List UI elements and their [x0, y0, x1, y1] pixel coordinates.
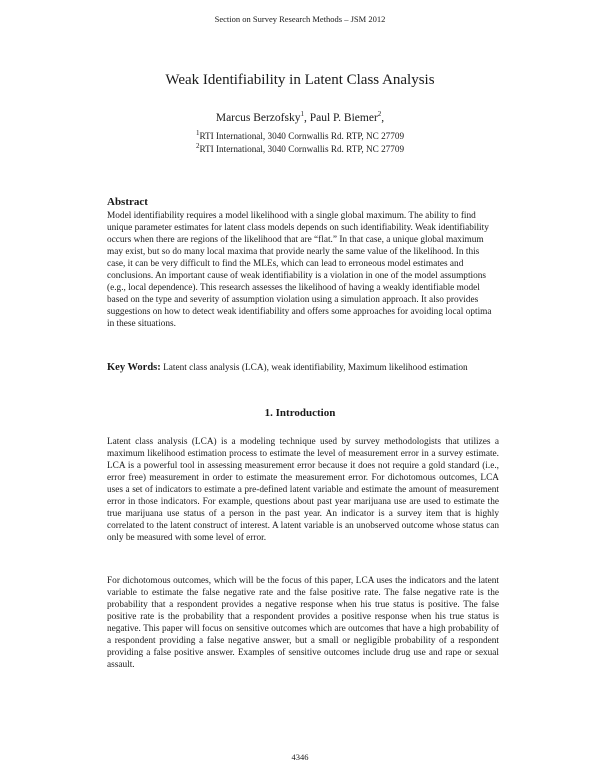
- author-name: Marcus Berzofsky: [215, 112, 301, 124]
- affiliation-text: RTI International, 3040 Cornwallis Rd. RTP, NC 27709: [199, 131, 405, 141]
- section-heading-introduction: 1. Introduction: [264, 407, 336, 419]
- affiliation-1: [0, 128, 600, 141]
- abstract-heading: Abstract: [107, 196, 148, 208]
- page-number: 4346: [291, 752, 309, 762]
- paragraph: For dichotomous outcomes, which will be the focus of this paper, LCA uses the indicators and the latent variable to estimate the false negative rate and the false positive rate. The false negative rate is the probability that a respondent provides a negative response when his true status is positive. The false positive rate is the probability that a respondent provides a positive response when his true status is negative. This paper will focus on sensitive outcomes which are outcomes that have a high probability of a respondent providing a false negative answer, but a small or negligible probability of a respondent providing a false positive answer. Examples of sensitive outcomes include drug use and rape or sexual assault.: [107, 576, 499, 671]
- paper-title: Weak Identifiability in Latent Class Analysis: [165, 72, 435, 88]
- affiliation-2: [0, 141, 600, 154]
- affiliation-marker: 1: [300, 110, 304, 119]
- author-line: [0, 112, 600, 124]
- keywords-label: Key Words:: [107, 362, 161, 373]
- author-separator: ,: [303, 112, 310, 124]
- keywords-text: Latent class analysis (LCA), weak identifiability, Maximum likelihood estimation: [160, 363, 468, 373]
- running-header: Section on Survey Research Methods – JSM 2012: [214, 14, 386, 24]
- affiliation-marker: 2: [195, 141, 200, 150]
- paragraph: Latent class analysis (LCA) is a modeling technique used by survey methodologists that utilizes a maximum likelihood estimation process to estimate the level of measurement error in a survey estimate. LCA is a powerful tool in assessing measurement error because it does not require a gold standard (i.e., error free) measurement in order to estimate the measurement error. For dichotomous outcomes, LCA uses a set of indicators to estimate a pre-defined latent variable and estimate the amount of measurement error in those indicators. For example, questions about past year marijuana use are used to estimate the true marijuana use status of a person in the past year. An indicator is a survey item that is highly correlated to the latent construct of interest. A latent variable is an unobserved outcome whose status can only be measured with some level of error.: [107, 437, 499, 544]
- affiliation-marker: 1: [195, 128, 200, 137]
- abstract-text: Model identifiability requires a model likelihood with a single global maximum. The ability to find unique parameter estimates for latent class models depends on such identifiability. Weak identifiability occurs when there are regions of the likelihood that are “flat.” In that case, a unique global maximum may exist, but so do many local maxima that provide nearly the same value of the likelihood. In this case, it can be very difficult to find the MLEs, which can lead to erroneous model estimates and conclusions. An important cause of weak identifiability is a violation in one of the model assumptions (e.g., local dependence). This research assesses the likelihood of having a weakly identifiable model based on the type and severity of assumption violation using a simulation approach. It also provides suggestions on how to detect weak identifiability and offers some approaches for avoiding local optima in these situations.: [107, 211, 492, 330]
- author-name: Paul P. Biemer: [309, 112, 378, 124]
- affiliation-marker: 2: [377, 110, 382, 119]
- keywords: [107, 362, 499, 374]
- affiliation-text: RTI International, 3040 Cornwallis Rd. RTP, NC 27709: [199, 144, 405, 154]
- author-separator: ,: [381, 112, 385, 124]
